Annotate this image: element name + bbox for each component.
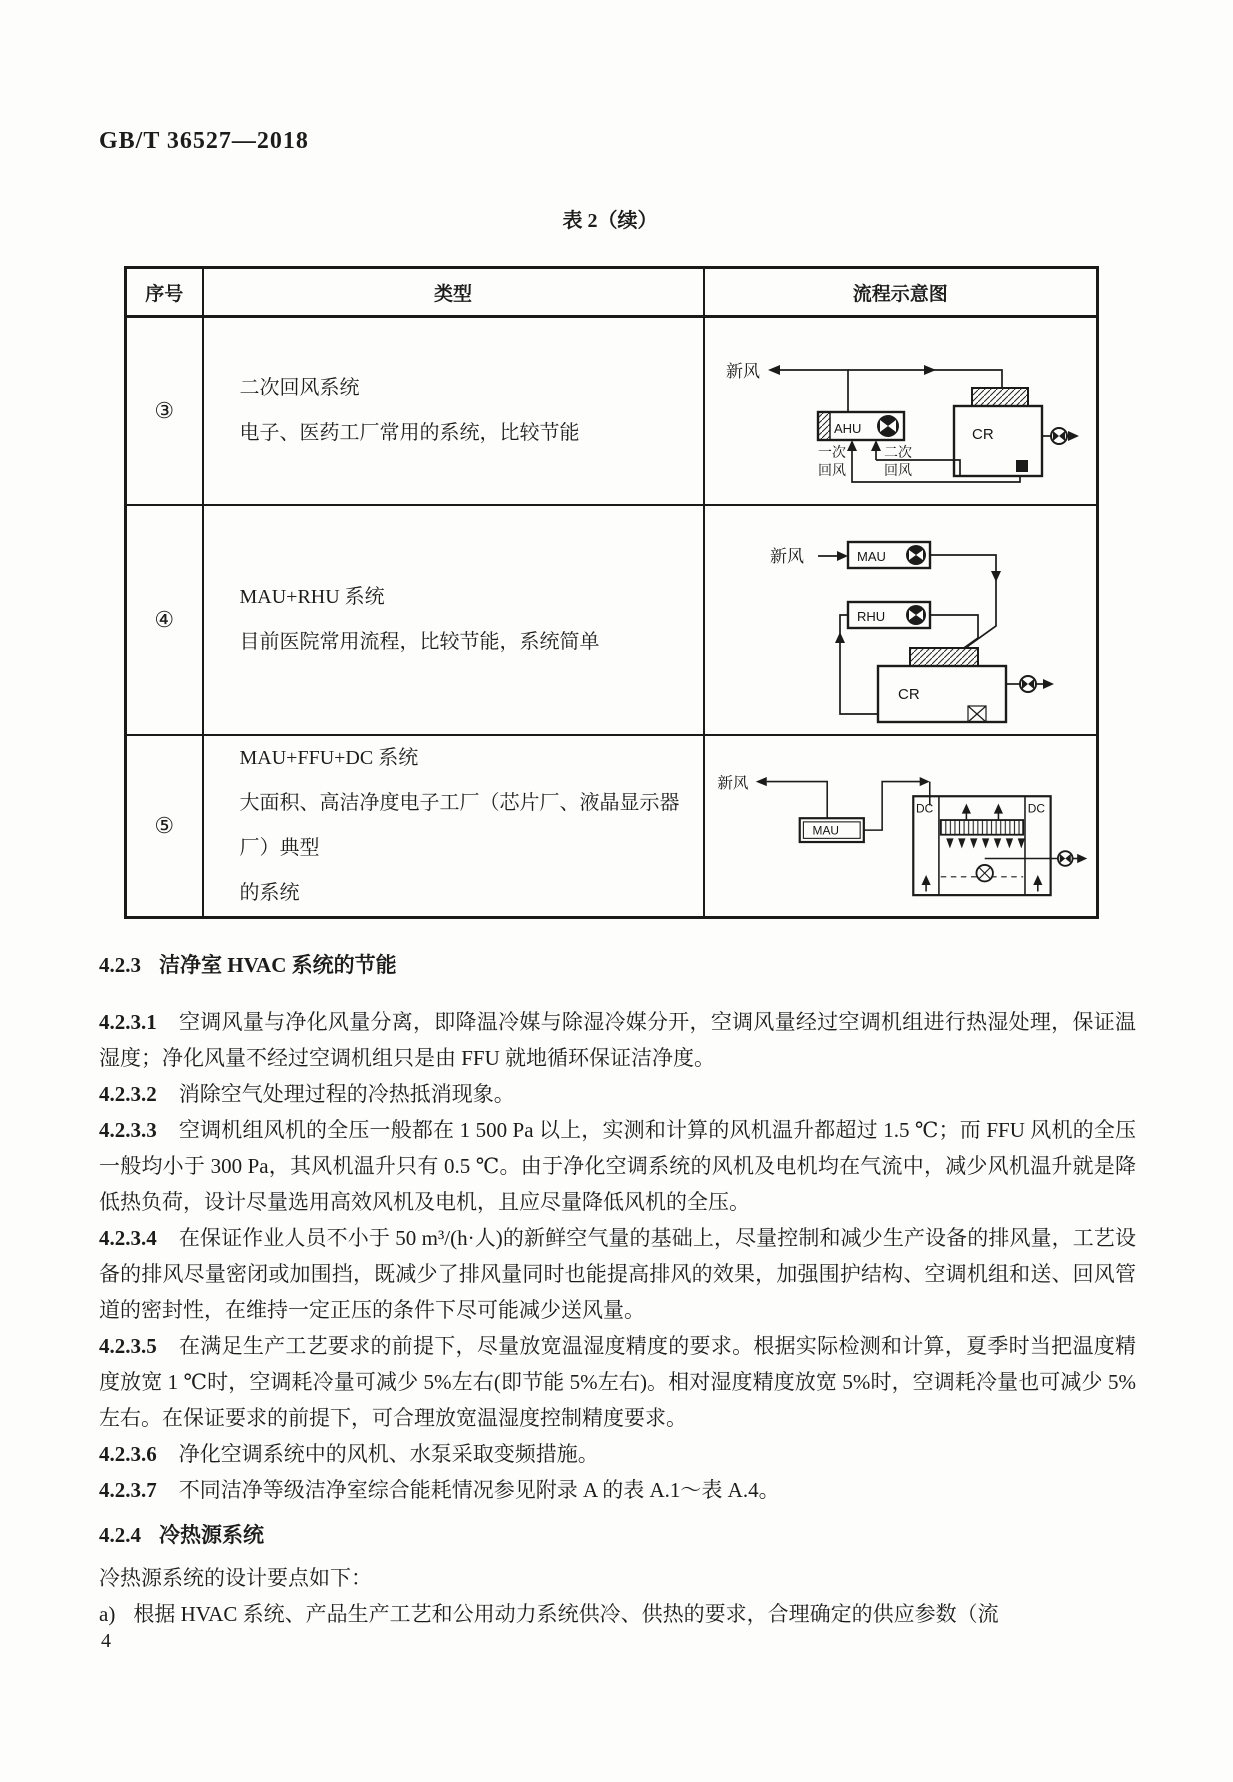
list-item-a: a) 根据 HVAC 系统、产品生产工艺和公用动力系统供冷、供热的要求，合理确定的供应参数（流: [99, 1602, 999, 1626]
secondary-return-label-2: 回风: [884, 461, 913, 478]
type-line: 电子、医药工厂常用的系统，比较节能: [239, 421, 580, 444]
arrow-right-icon: [837, 551, 848, 561]
clause-4-2-3-6: 4.2.3.6 净化空调系统中的风机、水泵采取变频措施。: [99, 1442, 599, 1466]
clause-4-2-3-3: 4.2.3.3 空调机组风机的全压一般都在 1 500 Pa 以上，实测和计算的风机温升都超过 1.5 ℃；而 FFU 风机的全压一般均小于 300 Pa，其风机温升只有 0.5 ℃。由于净化空调系统的风机及电机均在气流中，减少风机温升就是降低热负荷，设计尽量选用高效风机及电机，且应尽量降低风机的全压。: [99, 1118, 1136, 1214]
coil-section-icon: [818, 412, 830, 440]
clean-room-label: CR: [898, 685, 920, 703]
clause-4-2-3-7: 4.2.3.7 不同洁净等级洁净室综合能耗情况参见附录 A 的表 A.1～表 A.4。: [99, 1478, 780, 1502]
filter-icon: [910, 648, 978, 666]
row-type-cell: [203, 735, 704, 918]
exhaust-fan-icon: [1020, 676, 1036, 692]
fan-icon: [877, 415, 899, 437]
ahu-unit: [818, 412, 904, 440]
arrow-right-icon: [1077, 853, 1087, 862]
primary-return-label-2: 回风: [818, 461, 847, 478]
arrow-down-icon: [991, 571, 1001, 582]
exhaust-fan-icon: [1058, 851, 1073, 866]
arrow-right-icon: [1043, 679, 1054, 689]
col-header-diagram: 流程示意图: [704, 268, 1098, 317]
table-header-row: [126, 268, 1098, 317]
arrow-right-icon: [924, 365, 936, 375]
row-type-cell: [203, 505, 704, 735]
arrow-left-icon: [756, 777, 767, 786]
floor-fan-icon: [977, 864, 993, 880]
arrow-right-icon: [920, 777, 930, 786]
type-line: 的系统: [239, 881, 300, 904]
clause-4-2-3-5: 4.2.3.5 在满足生产工艺要求的前提下，尽量放宽温湿度精度的要求。根据实际检测和计算，夏季时当把温度精度放宽 1 ℃时，空调耗冷量可减少 5%左右(即节能 5%左右)。相对湿度精度放宽 5%时，空调耗冷量也可减少 5%左右。在保证要求的前提下，可合理放宽温湿度控制精度要求。: [99, 1334, 1136, 1430]
damper-icon: [968, 706, 986, 722]
arrow-up-icon: [1033, 874, 1042, 884]
arrow-up-icon: [871, 440, 881, 451]
rhu-label: RHU: [857, 608, 886, 624]
arrow-right-icon: [1068, 431, 1079, 441]
arrow-up-icon: [847, 440, 857, 451]
row-number: ⑤: [126, 735, 203, 918]
section-heading-4-2-3: [99, 947, 1136, 983]
filter-icon: [972, 388, 1028, 406]
row-number: ③: [126, 317, 203, 505]
fan-icon: [906, 605, 926, 625]
table-title: 表 2（续）: [562, 210, 658, 232]
exhaust-fan-icon: [1051, 428, 1067, 444]
clause-4-2-3-2: 4.2.3.2 消除空气处理过程的冷热抵消现象。: [99, 1082, 515, 1106]
clause-title: 冷热源系统: [159, 1523, 264, 1547]
arrow-up-icon: [835, 632, 845, 643]
mau-unit: [800, 818, 864, 842]
col-header-seq: 序号: [126, 268, 203, 317]
body-text: [99, 947, 1136, 1632]
table-2-continued: [124, 266, 1099, 919]
table-row: [126, 317, 1098, 505]
type-line: 二次回风系统: [239, 376, 360, 399]
secondary-return-label-1: 二次: [884, 443, 913, 460]
clause-number: 4.2.3: [99, 953, 141, 977]
table-row: [126, 735, 1098, 918]
diagram-mau-rhu-system: [740, 514, 1060, 726]
clean-room-label: CR: [972, 425, 994, 443]
fan-icon: [906, 545, 926, 565]
section-heading-4-2-4: [99, 1517, 1136, 1553]
fresh-air-label: 新风: [770, 546, 805, 566]
dry-coil-right-label: DC: [1027, 801, 1046, 816]
type-line: 大面积、高洁净度电子工厂（芯片厂、液晶显示器厂）典型: [239, 791, 680, 859]
ahu-label: AHU: [834, 420, 862, 436]
clause-title: 洁净室 HVAC 系统的节能: [159, 953, 397, 977]
type-line: MAU+RHU 系统: [239, 585, 385, 608]
table-row: [126, 505, 1098, 735]
fresh-air-label: 新风: [717, 774, 749, 792]
rhu-unit: [848, 602, 930, 628]
diagram-mau-ffu-dc-system: [710, 741, 1090, 911]
damper-icon: [1016, 460, 1028, 472]
fresh-air-label: 新风: [726, 361, 761, 381]
clause-number: 4.2.4: [99, 1523, 141, 1547]
col-header-type: 类型: [203, 268, 704, 317]
section-4-2-4-intro: 冷热源系统的设计要点如下：: [99, 1566, 372, 1590]
arrow-up-icon: [922, 874, 931, 884]
arrow-up-icon: [994, 803, 1003, 813]
row-type-cell: [203, 317, 704, 505]
mau-label: MAU: [812, 823, 840, 838]
flow-diagram-secondary-return: [704, 317, 1098, 505]
flow-diagram-mau-rhu: [704, 505, 1098, 735]
type-line: MAU+FFU+DC 系统: [239, 746, 419, 769]
row-number: ④: [126, 505, 203, 735]
doc-number: GB/T 36527—2018: [99, 128, 309, 154]
arrow-up-icon: [962, 803, 971, 813]
mau-label: MAU: [857, 548, 887, 564]
arrow-left-icon: [768, 365, 780, 375]
type-line: 目前医院常用流程，比较节能，系统简单: [239, 630, 600, 653]
ffu-filter-row-icon: [941, 820, 1023, 835]
mau-unit: [848, 542, 930, 568]
primary-return-label-1: 一次: [818, 443, 847, 460]
clause-4-2-3-1: 4.2.3.1 空调风量与净化风量分离，即降温冷媒与除湿冷媒分开，空调风量经过空调机组进行热湿处理，保证温湿度；净化风量不经过空调机组只是由 FFU 就地循环保证洁净度。: [99, 1010, 1136, 1070]
supply-air-arrows: [946, 838, 1025, 848]
clause-4-2-3-4: 4.2.3.4 在保证作业人员不小于 50 m³/(h·人)的新鲜空气量的基础上，尽量控制和减少生产设备的排风量，工艺设备的排风尽量密闭或加围挡，既减少了排风量同时也能提高排风的效果，加强围护结构、空调机组和送、回风管道的密封性，在维持一定正压的条件下尽可能减少送风量。: [99, 1226, 1136, 1322]
diagram-secondary-return-system: [720, 336, 1080, 486]
page-number: 4: [101, 1630, 111, 1652]
clean-room-box: [954, 406, 1042, 476]
flow-diagram-mau-ffu-dc: [704, 735, 1098, 918]
dry-coil-left-label: DC: [916, 801, 934, 816]
